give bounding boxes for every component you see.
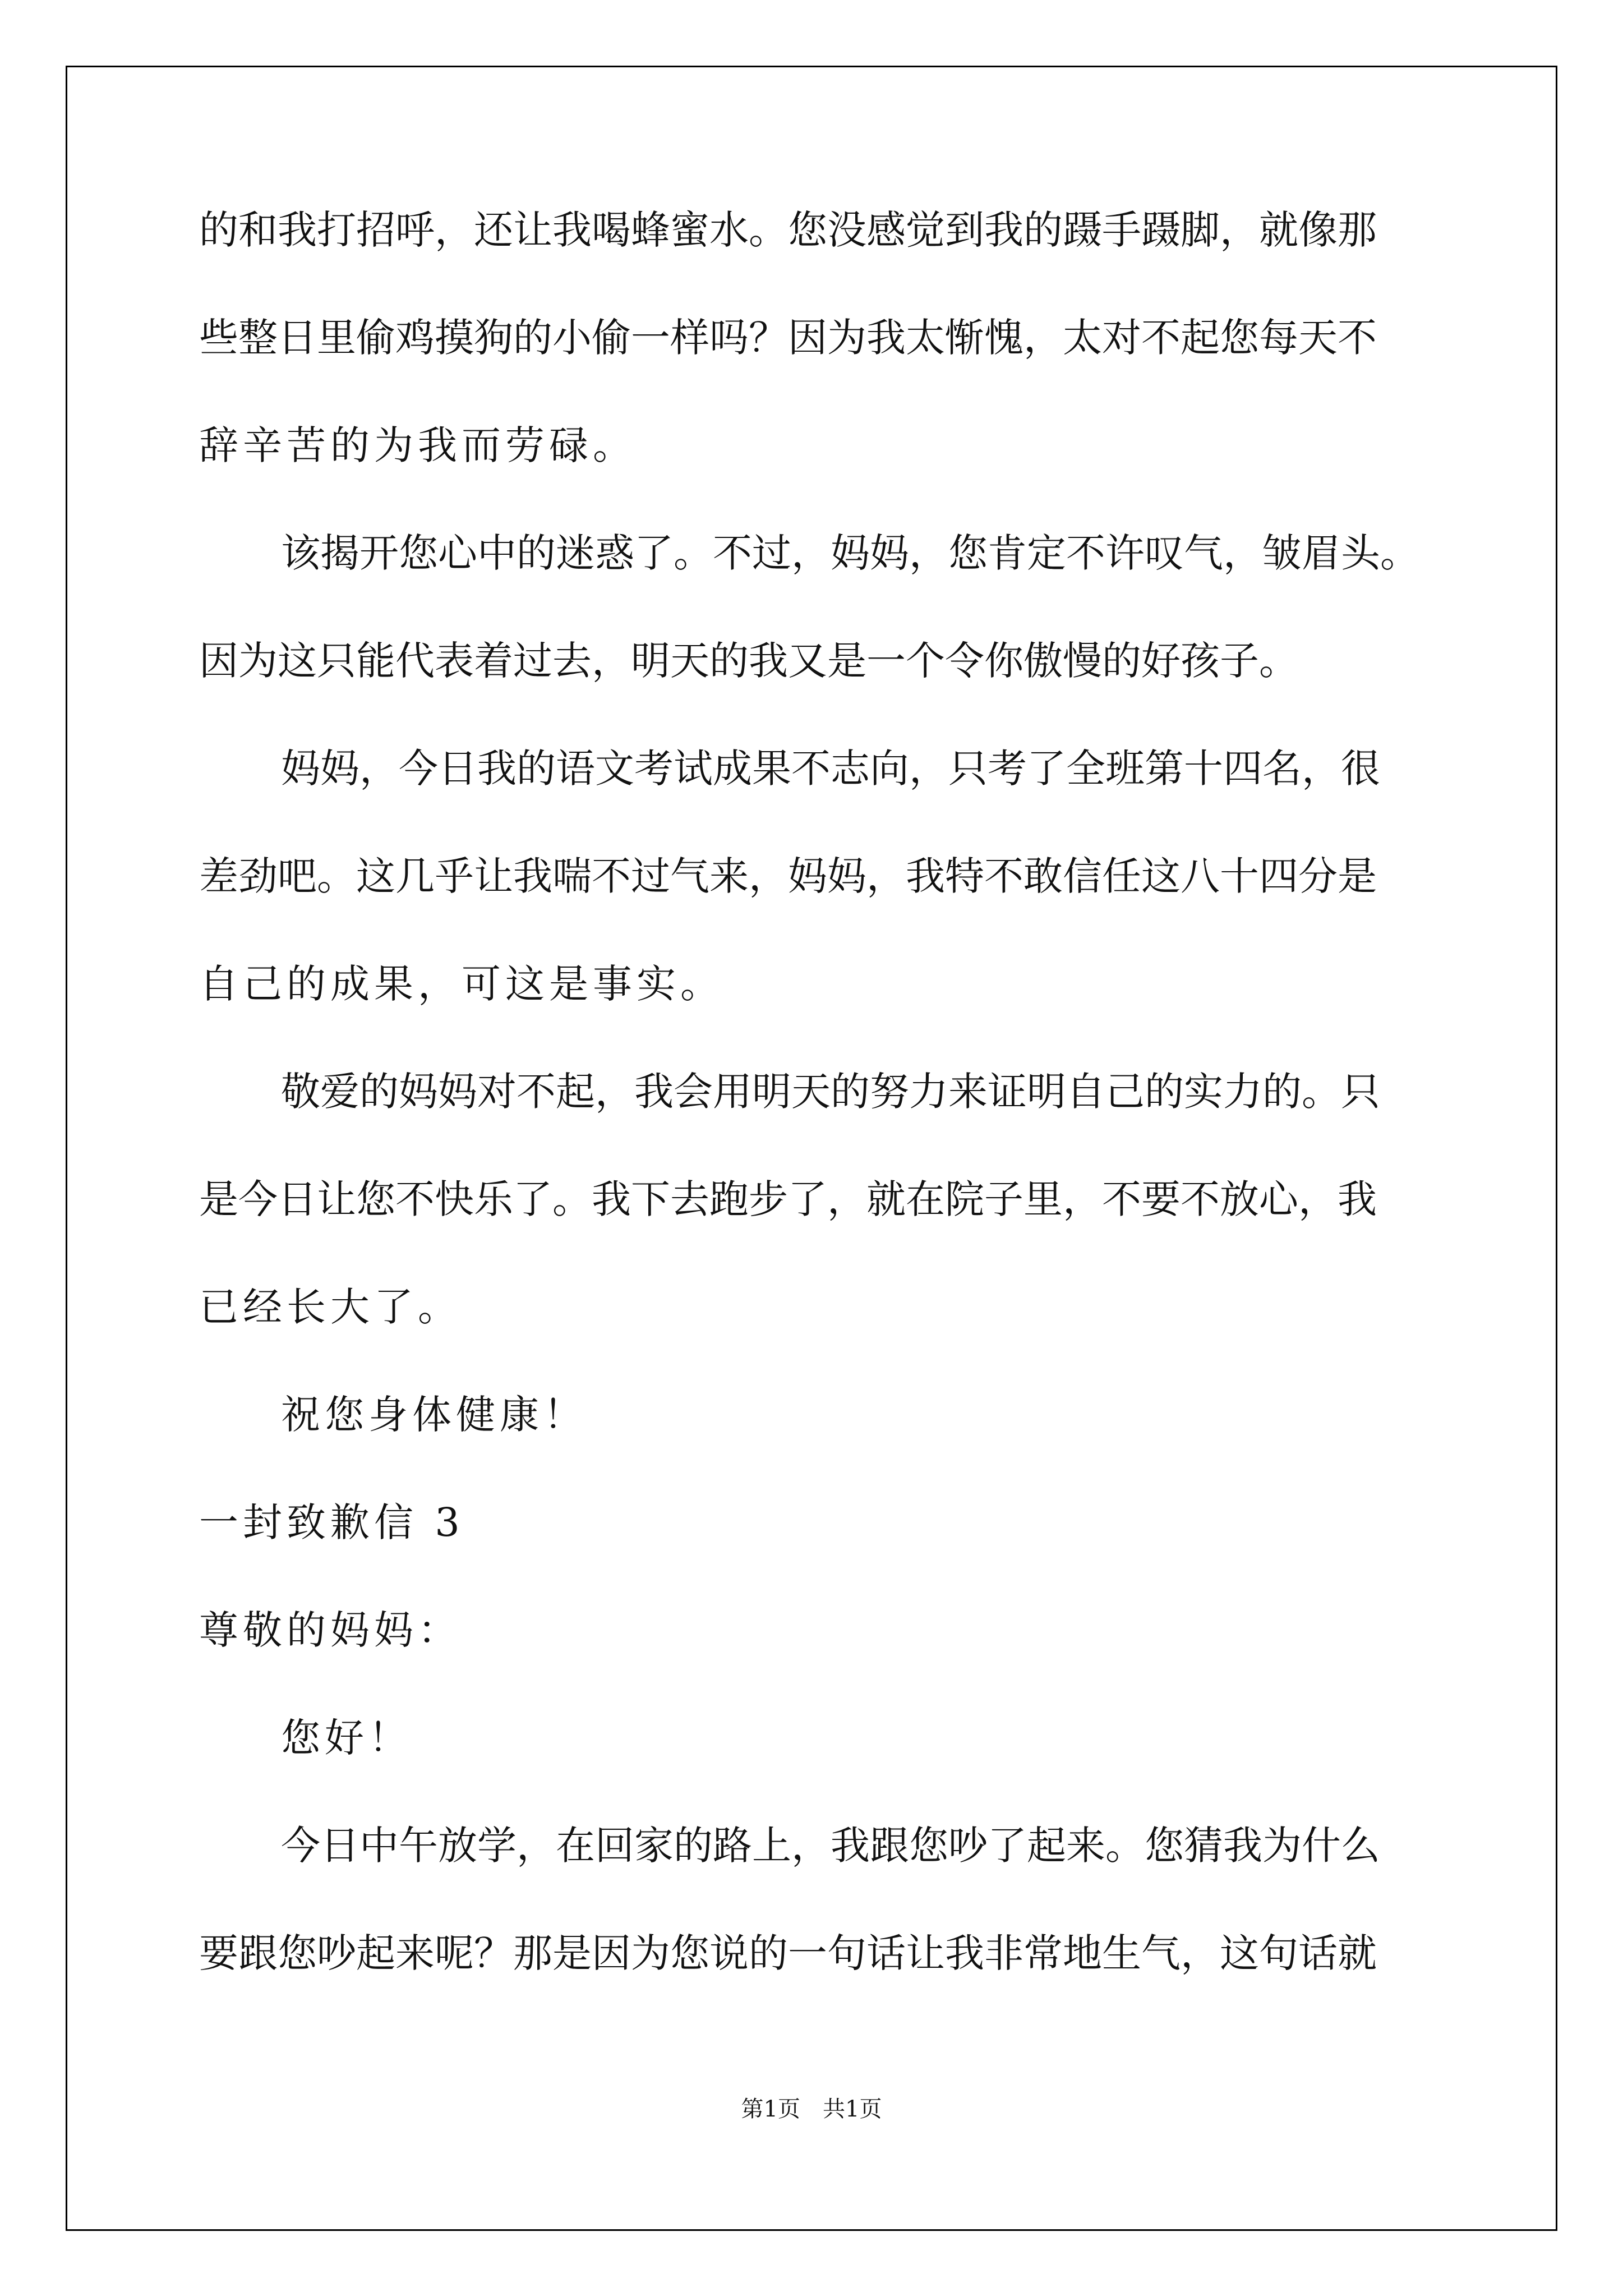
text-line: 今日中午放学，在回家的路上，我跟您吵了起来。您猜我为什么 bbox=[281, 1823, 1380, 1869]
text-line: 要跟您吵起来呢？那是因为您说的一句话让我非常地生气，这句话就 bbox=[199, 1930, 1377, 1976]
text-line: 的和我打招呼，还让我喝蜂蜜水。您没感觉到我的蹑手蹑脚，就像那 bbox=[199, 207, 1377, 253]
text-line: 因为这只能代表着过去，明天的我又是一个令你傲慢的好孩子。 bbox=[199, 638, 1298, 684]
document-body bbox=[199, 207, 1444, 2041]
text-line: 尊敬的妈妈： bbox=[199, 1607, 462, 1653]
text-line: 该揭开您心中的迷惑了。不过，妈妈，您肯定不许叹气，皱眉头。 bbox=[281, 530, 1419, 576]
text-line: 自己的成果，可这是事实。 bbox=[199, 961, 724, 1007]
text-line: 辞辛苦的为我而劳碌。 bbox=[199, 422, 637, 468]
page-number-footer: 第1页 共1页 bbox=[741, 2096, 882, 2122]
text-line: 是今日让您不快乐了。我下去跑步了，就在院子里，不要不放心，我 bbox=[199, 1176, 1377, 1222]
text-line: 您好！ bbox=[281, 1715, 412, 1761]
text-line: 祝您身体健康！ bbox=[281, 1392, 587, 1438]
text-line: 差劲吧。这几乎让我喘不过气来，妈妈，我特不敢信任这八十四分是 bbox=[199, 853, 1377, 899]
text-line: 妈妈，今日我的语文考试成果不志向，只考了全班第十四名，很 bbox=[281, 746, 1380, 792]
text-line: 些整日里偷鸡摸狗的小偷一样吗？因为我太惭愧，太对不起您每天不 bbox=[199, 315, 1377, 361]
text-line: 一封致歉信 3 bbox=[199, 1499, 464, 1545]
text-line: 已经长大了。 bbox=[199, 1284, 462, 1330]
text-line: 敬爱的妈妈对不起，我会用明天的努力来证明自己的实力的。只 bbox=[281, 1069, 1380, 1115]
